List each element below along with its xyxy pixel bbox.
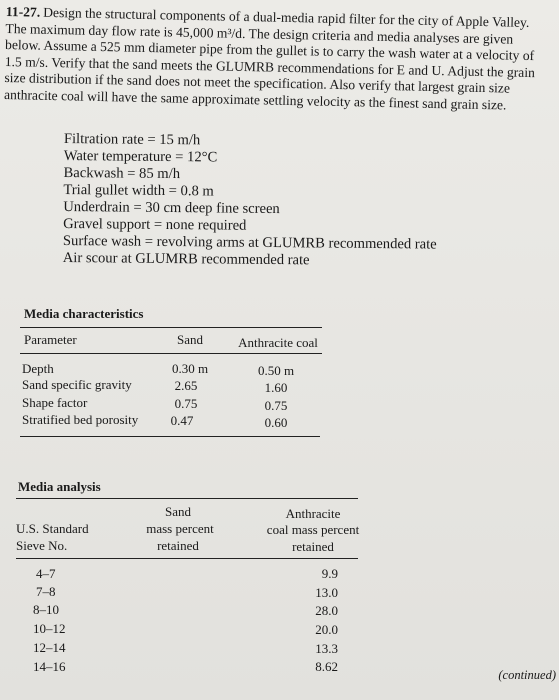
problem-statement — [4, 4, 551, 114]
header-anthracite-line1: Anthracite — [285, 506, 341, 521]
spec-underdrain: Underdrain = 30 cm deep fine screen — [63, 198, 280, 218]
table-rule — [16, 558, 358, 559]
sieve-range: 14–16 — [33, 659, 66, 674]
spec-gravel-support: Gravel support = none required — [63, 215, 247, 234]
header-sand-line1: Sand — [165, 504, 191, 519]
design-criteria-list — [63, 131, 524, 271]
sieve-range: 10–12 — [33, 621, 66, 636]
anthracite-percent: 13.3 — [315, 641, 338, 656]
anthracite-percent: 20.0 — [315, 622, 338, 637]
cell-anthracite: 0.75 — [264, 398, 288, 413]
row-label: Depth — [22, 361, 54, 376]
continued-note: (continued) — [498, 668, 556, 682]
sieve-range: 12–14 — [33, 640, 66, 655]
media-characteristics-title: Media characteristics — [24, 306, 144, 321]
spec-gullet-width: Trial gullet width = 0.8 m — [63, 181, 214, 200]
spec-backwash: Backwash = 85 m/h — [63, 164, 181, 183]
media-analysis-title: Media analysis — [18, 479, 101, 494]
header-sand-line3: retained — [157, 538, 199, 553]
cell-sand: 0.75 — [174, 396, 198, 411]
anthracite-percent: 9.9 — [321, 566, 338, 581]
row-label: Sand specific gravity — [22, 377, 132, 392]
problem-number: 11-27. — [5, 4, 41, 20]
table-rule — [20, 327, 322, 328]
sieve-range: 7–8 — [36, 584, 56, 599]
spec-water-temperature: Water temperature = 12°C — [63, 147, 218, 166]
row-label: Stratified bed porosity — [22, 412, 139, 427]
header-anthracite-line3: retained — [292, 539, 334, 554]
header-sieve-line1: U.S. Standard — [16, 521, 89, 536]
header-sand-line2: mass percent — [146, 521, 214, 536]
cell-sand: 0.30 m — [171, 361, 209, 376]
spec-air-scour: Air scour at GLUMRB recommended rate — [62, 249, 310, 269]
cell-sand: 2.65 — [174, 378, 198, 393]
cell-sand: 0.47 — [170, 413, 194, 428]
cell-anthracite: 0.60 — [264, 415, 288, 430]
spec-filtration-rate: Filtration rate = 15 m/h — [63, 131, 201, 149]
header-anthracite: Anthracite coal — [238, 335, 318, 350]
sieve-range: 8–10 — [33, 602, 59, 617]
row-label: Shape factor — [22, 395, 88, 410]
problem-text: Design the structural components of a dual-media rapid filter for the city of Apple Valley. The maximum day flow rate is 45,000 m³/d. The design criteria and media analyses are given below. Assume a 525 mm diameter pipe from the gullet is to carry the wash water at a velocity of 1.5 m/s. Verify that the sand meets the GLUMRB recommendations for E and U. Adjust the grain size distribution if the sand does not meet the specification. Also verify that largest grain size anthracite coal will have the same approximate settling velocity as the finest sand grain size. — [3, 4, 536, 113]
header-parameter: Parameter — [24, 332, 77, 347]
table-rule — [16, 498, 358, 499]
anthracite-percent: 13.0 — [315, 585, 338, 600]
table-rule — [20, 353, 322, 354]
table-rule — [20, 436, 320, 437]
header-sand: Sand — [177, 332, 203, 347]
cell-anthracite: 1.60 — [264, 380, 288, 395]
header-sieve-line2: Sieve No. — [16, 538, 68, 553]
spec-surface-wash: Surface wash = revolving arms at GLUMRB recommended rate — [62, 232, 437, 253]
sieve-range: 4–7 — [36, 566, 56, 581]
anthracite-percent: 8.62 — [315, 659, 338, 674]
cell-anthracite: 0.50 m — [257, 363, 295, 378]
header-anthracite-line2: coal mass percent — [266, 522, 360, 537]
anthracite-percent: 28.0 — [315, 603, 338, 618]
